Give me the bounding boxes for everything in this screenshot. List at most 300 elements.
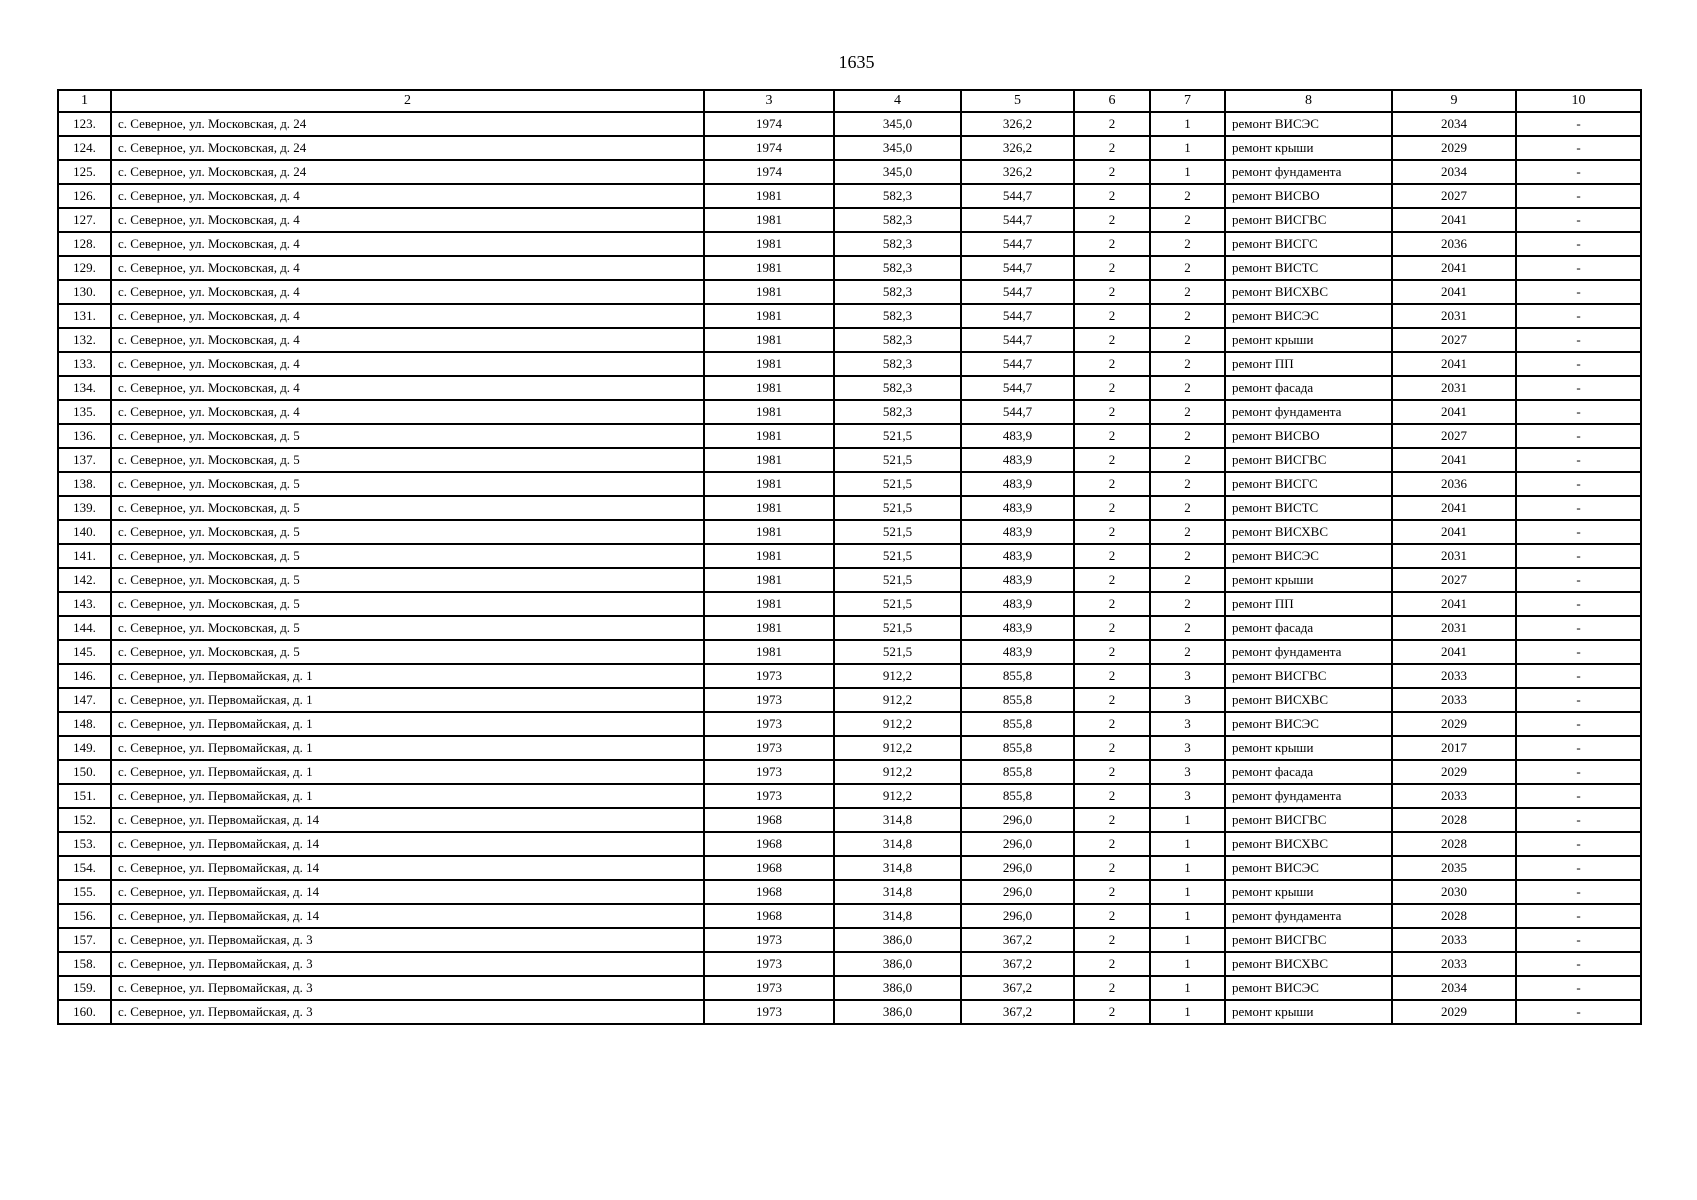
cell-address: с. Северное, ул. Московская, д. 4 (111, 400, 704, 424)
cell-year-built: 1981 (704, 592, 834, 616)
cell-year-built: 1968 (704, 880, 834, 904)
cell-note: - (1516, 928, 1641, 952)
cell-address: с. Северное, ул. Первомайская, д. 14 (111, 880, 704, 904)
cell-floors: 2 (1074, 616, 1150, 640)
table-row (58, 232, 1641, 256)
cell-total-area: 314,8 (834, 904, 961, 928)
cell-year-built: 1968 (704, 808, 834, 832)
cell-note: - (1516, 736, 1641, 760)
cell-row-number: 158. (58, 952, 111, 976)
cell-work-type: ремонт крыши (1225, 328, 1392, 352)
cell-entrances: 2 (1150, 256, 1225, 280)
cell-total-area: 912,2 (834, 736, 961, 760)
cell-entrances: 1 (1150, 976, 1225, 1000)
cell-total-area: 521,5 (834, 424, 961, 448)
cell-work-type: ремонт фундамента (1225, 904, 1392, 928)
cell-row-number: 123. (58, 112, 111, 136)
cell-total-area: 345,0 (834, 136, 961, 160)
cell-living-area: 855,8 (961, 760, 1074, 784)
cell-total-area: 386,0 (834, 952, 961, 976)
cell-address: с. Северное, ул. Первомайская, д. 1 (111, 760, 704, 784)
cell-year-built: 1981 (704, 544, 834, 568)
cell-total-area: 314,8 (834, 808, 961, 832)
cell-floors: 2 (1074, 472, 1150, 496)
cell-planned-year: 2041 (1392, 208, 1516, 232)
cell-planned-year: 2034 (1392, 160, 1516, 184)
cell-address: с. Северное, ул. Первомайская, д. 3 (111, 952, 704, 976)
cell-work-type: ремонт ВИСГВС (1225, 808, 1392, 832)
cell-floors: 2 (1074, 208, 1150, 232)
cell-entrances: 1 (1150, 880, 1225, 904)
column-header: 6 (1074, 90, 1150, 112)
cell-work-type: ремонт фундамента (1225, 160, 1392, 184)
cell-total-area: 521,5 (834, 616, 961, 640)
cell-address: с. Северное, ул. Московская, д. 4 (111, 304, 704, 328)
cell-entrances: 1 (1150, 928, 1225, 952)
cell-total-area: 345,0 (834, 160, 961, 184)
cell-entrances: 2 (1150, 208, 1225, 232)
cell-planned-year: 2030 (1392, 880, 1516, 904)
cell-living-area: 326,2 (961, 112, 1074, 136)
cell-address: с. Северное, ул. Московская, д. 4 (111, 280, 704, 304)
cell-note: - (1516, 544, 1641, 568)
cell-row-number: 129. (58, 256, 111, 280)
cell-planned-year: 2031 (1392, 304, 1516, 328)
cell-year-built: 1981 (704, 568, 834, 592)
cell-living-area: 296,0 (961, 832, 1074, 856)
cell-total-area: 314,8 (834, 856, 961, 880)
cell-planned-year: 2041 (1392, 256, 1516, 280)
column-header: 1 (58, 90, 111, 112)
cell-entrances: 2 (1150, 352, 1225, 376)
cell-row-number: 127. (58, 208, 111, 232)
cell-address: с. Северное, ул. Первомайская, д. 1 (111, 664, 704, 688)
cell-address: с. Северное, ул. Московская, д. 5 (111, 616, 704, 640)
cell-row-number: 147. (58, 688, 111, 712)
cell-living-area: 483,9 (961, 592, 1074, 616)
cell-total-area: 521,5 (834, 520, 961, 544)
cell-floors: 2 (1074, 520, 1150, 544)
table-row (58, 880, 1641, 904)
table-row (58, 856, 1641, 880)
cell-total-area: 582,3 (834, 280, 961, 304)
table-row (58, 784, 1641, 808)
table-row (58, 928, 1641, 952)
cell-floors: 2 (1074, 544, 1150, 568)
cell-note: - (1516, 880, 1641, 904)
cell-year-built: 1981 (704, 520, 834, 544)
cell-row-number: 142. (58, 568, 111, 592)
cell-address: с. Северное, ул. Первомайская, д. 14 (111, 856, 704, 880)
cell-floors: 2 (1074, 448, 1150, 472)
cell-row-number: 138. (58, 472, 111, 496)
table-row (58, 304, 1641, 328)
cell-row-number: 125. (58, 160, 111, 184)
cell-total-area: 521,5 (834, 568, 961, 592)
cell-floors: 2 (1074, 952, 1150, 976)
cell-work-type: ремонт ВИСЭС (1225, 544, 1392, 568)
table-row (58, 496, 1641, 520)
cell-address: с. Северное, ул. Московская, д. 4 (111, 232, 704, 256)
cell-note: - (1516, 520, 1641, 544)
cell-note: - (1516, 784, 1641, 808)
cell-entrances: 2 (1150, 424, 1225, 448)
cell-row-number: 154. (58, 856, 111, 880)
cell-planned-year: 2035 (1392, 856, 1516, 880)
cell-total-area: 386,0 (834, 976, 961, 1000)
cell-address: с. Северное, ул. Первомайская, д. 14 (111, 808, 704, 832)
cell-note: - (1516, 352, 1641, 376)
cell-row-number: 132. (58, 328, 111, 352)
cell-living-area: 544,7 (961, 232, 1074, 256)
cell-year-built: 1981 (704, 424, 834, 448)
cell-year-built: 1981 (704, 376, 834, 400)
cell-note: - (1516, 256, 1641, 280)
cell-entrances: 1 (1150, 856, 1225, 880)
cell-work-type: ремонт ВИСХВС (1225, 520, 1392, 544)
cell-work-type: ремонт фасада (1225, 376, 1392, 400)
cell-floors: 2 (1074, 304, 1150, 328)
cell-row-number: 131. (58, 304, 111, 328)
cell-living-area: 855,8 (961, 688, 1074, 712)
cell-entrances: 2 (1150, 496, 1225, 520)
cell-floors: 2 (1074, 496, 1150, 520)
cell-address: с. Северное, ул. Московская, д. 5 (111, 472, 704, 496)
table-row (58, 184, 1641, 208)
cell-planned-year: 2036 (1392, 232, 1516, 256)
cell-planned-year: 2033 (1392, 952, 1516, 976)
cell-note: - (1516, 592, 1641, 616)
cell-note: - (1516, 1000, 1641, 1024)
cell-planned-year: 2027 (1392, 424, 1516, 448)
cell-total-area: 521,5 (834, 640, 961, 664)
table-row (58, 448, 1641, 472)
cell-year-built: 1981 (704, 184, 834, 208)
cell-note: - (1516, 472, 1641, 496)
cell-floors: 2 (1074, 256, 1150, 280)
cell-living-area: 483,9 (961, 568, 1074, 592)
cell-year-built: 1974 (704, 112, 834, 136)
cell-note: - (1516, 832, 1641, 856)
cell-work-type: ремонт фасада (1225, 760, 1392, 784)
cell-work-type: ремонт ВИСЭС (1225, 856, 1392, 880)
cell-total-area: 521,5 (834, 448, 961, 472)
cell-work-type: ремонт ВИСХВС (1225, 952, 1392, 976)
cell-work-type: ремонт ВИСЭС (1225, 712, 1392, 736)
cell-floors: 2 (1074, 904, 1150, 928)
cell-floors: 2 (1074, 160, 1150, 184)
cell-floors: 2 (1074, 136, 1150, 160)
cell-planned-year: 2027 (1392, 184, 1516, 208)
cell-address: с. Северное, ул. Первомайская, д. 1 (111, 688, 704, 712)
cell-planned-year: 2041 (1392, 400, 1516, 424)
cell-address: с. Северное, ул. Московская, д. 5 (111, 448, 704, 472)
cell-year-built: 1981 (704, 400, 834, 424)
cell-floors: 2 (1074, 832, 1150, 856)
cell-work-type: ремонт ВИСГВС (1225, 448, 1392, 472)
cell-work-type: ремонт ВИСЭС (1225, 304, 1392, 328)
table-row (58, 568, 1641, 592)
cell-floors: 2 (1074, 376, 1150, 400)
cell-work-type: ремонт ВИСГС (1225, 232, 1392, 256)
cell-address: с. Северное, ул. Первомайская, д. 1 (111, 712, 704, 736)
cell-living-area: 483,9 (961, 496, 1074, 520)
cell-entrances: 1 (1150, 808, 1225, 832)
cell-address: с. Северное, ул. Московская, д. 5 (111, 640, 704, 664)
table-row (58, 328, 1641, 352)
cell-row-number: 124. (58, 136, 111, 160)
cell-planned-year: 2029 (1392, 712, 1516, 736)
cell-note: - (1516, 904, 1641, 928)
cell-address: с. Северное, ул. Московская, д. 24 (111, 112, 704, 136)
cell-row-number: 143. (58, 592, 111, 616)
cell-living-area: 544,7 (961, 280, 1074, 304)
cell-work-type: ремонт ВИСТС (1225, 496, 1392, 520)
cell-planned-year: 2041 (1392, 280, 1516, 304)
table-row (58, 592, 1641, 616)
cell-planned-year: 2029 (1392, 136, 1516, 160)
cell-note: - (1516, 664, 1641, 688)
cell-row-number: 137. (58, 448, 111, 472)
cell-work-type: ремонт фундамента (1225, 400, 1392, 424)
cell-address: с. Северное, ул. Первомайская, д. 1 (111, 784, 704, 808)
cell-floors: 2 (1074, 568, 1150, 592)
cell-year-built: 1981 (704, 616, 834, 640)
cell-year-built: 1968 (704, 832, 834, 856)
cell-entrances: 2 (1150, 544, 1225, 568)
cell-work-type: ремонт крыши (1225, 1000, 1392, 1024)
cell-note: - (1516, 688, 1641, 712)
cell-floors: 2 (1074, 424, 1150, 448)
cell-work-type: ремонт крыши (1225, 568, 1392, 592)
cell-work-type: ремонт ВИСВО (1225, 424, 1392, 448)
cell-planned-year: 2028 (1392, 832, 1516, 856)
cell-year-built: 1981 (704, 448, 834, 472)
cell-entrances: 3 (1150, 760, 1225, 784)
cell-floors: 2 (1074, 784, 1150, 808)
cell-entrances: 2 (1150, 232, 1225, 256)
cell-total-area: 582,3 (834, 328, 961, 352)
cell-living-area: 855,8 (961, 784, 1074, 808)
cell-entrances: 3 (1150, 664, 1225, 688)
column-header: 10 (1516, 90, 1641, 112)
cell-note: - (1516, 448, 1641, 472)
cell-address: с. Северное, ул. Первомайская, д. 14 (111, 832, 704, 856)
table-row (58, 280, 1641, 304)
cell-address: с. Северное, ул. Московская, д. 4 (111, 376, 704, 400)
cell-living-area: 544,7 (961, 256, 1074, 280)
cell-floors: 2 (1074, 640, 1150, 664)
cell-row-number: 140. (58, 520, 111, 544)
cell-floors: 2 (1074, 928, 1150, 952)
cell-planned-year: 2028 (1392, 808, 1516, 832)
cell-total-area: 582,3 (834, 304, 961, 328)
table-row (58, 640, 1641, 664)
cell-planned-year: 2029 (1392, 760, 1516, 784)
cell-year-built: 1981 (704, 472, 834, 496)
cell-total-area: 582,3 (834, 400, 961, 424)
cell-work-type: ремонт ВИСГС (1225, 472, 1392, 496)
table-row (58, 400, 1641, 424)
cell-planned-year: 2031 (1392, 376, 1516, 400)
cell-row-number: 160. (58, 1000, 111, 1024)
cell-living-area: 296,0 (961, 880, 1074, 904)
cell-entrances: 1 (1150, 1000, 1225, 1024)
cell-year-built: 1981 (704, 328, 834, 352)
cell-year-built: 1981 (704, 256, 834, 280)
cell-work-type: ремонт крыши (1225, 136, 1392, 160)
cell-planned-year: 2033 (1392, 784, 1516, 808)
cell-total-area: 912,2 (834, 688, 961, 712)
cell-total-area: 582,3 (834, 208, 961, 232)
cell-entrances: 2 (1150, 472, 1225, 496)
cell-note: - (1516, 184, 1641, 208)
cell-living-area: 367,2 (961, 1000, 1074, 1024)
cell-living-area: 544,7 (961, 328, 1074, 352)
cell-row-number: 149. (58, 736, 111, 760)
cell-total-area: 582,3 (834, 376, 961, 400)
cell-total-area: 912,2 (834, 784, 961, 808)
cell-planned-year: 2036 (1392, 472, 1516, 496)
column-header: 4 (834, 90, 961, 112)
cell-planned-year: 2041 (1392, 520, 1516, 544)
cell-year-built: 1968 (704, 856, 834, 880)
cell-living-area: 367,2 (961, 952, 1074, 976)
cell-total-area: 521,5 (834, 472, 961, 496)
cell-work-type: ремонт ВИСТС (1225, 256, 1392, 280)
page-number: 1635 (838, 52, 875, 72)
cell-total-area: 314,8 (834, 880, 961, 904)
cell-note: - (1516, 376, 1641, 400)
cell-address: с. Северное, ул. Московская, д. 4 (111, 352, 704, 376)
cell-address: с. Северное, ул. Московская, д. 5 (111, 424, 704, 448)
cell-year-built: 1973 (704, 712, 834, 736)
cell-entrances: 2 (1150, 640, 1225, 664)
cell-year-built: 1973 (704, 952, 834, 976)
cell-note: - (1516, 424, 1641, 448)
cell-floors: 2 (1074, 664, 1150, 688)
cell-row-number: 130. (58, 280, 111, 304)
cell-work-type: ремонт ВИСХВС (1225, 280, 1392, 304)
cell-living-area: 483,9 (961, 472, 1074, 496)
cell-floors: 2 (1074, 760, 1150, 784)
cell-note: - (1516, 112, 1641, 136)
cell-entrances: 2 (1150, 616, 1225, 640)
cell-planned-year: 2033 (1392, 664, 1516, 688)
cell-floors: 2 (1074, 856, 1150, 880)
cell-year-built: 1973 (704, 928, 834, 952)
table-row (58, 904, 1641, 928)
cell-year-built: 1981 (704, 352, 834, 376)
table-row (58, 520, 1641, 544)
cell-work-type: ремонт ВИСЭС (1225, 112, 1392, 136)
cell-note: - (1516, 856, 1641, 880)
cell-note: - (1516, 400, 1641, 424)
cell-planned-year: 2041 (1392, 352, 1516, 376)
table-row (58, 688, 1641, 712)
cell-address: с. Северное, ул. Московская, д. 24 (111, 160, 704, 184)
table-header-row (58, 90, 1641, 112)
cell-entrances: 1 (1150, 160, 1225, 184)
cell-living-area: 326,2 (961, 160, 1074, 184)
cell-address: с. Северное, ул. Первомайская, д. 3 (111, 976, 704, 1000)
cell-entrances: 2 (1150, 520, 1225, 544)
column-header: 3 (704, 90, 834, 112)
cell-address: с. Северное, ул. Московская, д. 5 (111, 544, 704, 568)
cell-living-area: 296,0 (961, 904, 1074, 928)
cell-planned-year: 2034 (1392, 112, 1516, 136)
cell-year-built: 1973 (704, 784, 834, 808)
cell-work-type: ремонт ВИСЭС (1225, 976, 1392, 1000)
column-header: 2 (111, 90, 704, 112)
cell-year-built: 1981 (704, 496, 834, 520)
cell-planned-year: 2041 (1392, 640, 1516, 664)
cell-living-area: 483,9 (961, 640, 1074, 664)
cell-row-number: 128. (58, 232, 111, 256)
cell-living-area: 483,9 (961, 448, 1074, 472)
cell-year-built: 1981 (704, 208, 834, 232)
cell-address: с. Северное, ул. Первомайская, д. 14 (111, 904, 704, 928)
cell-row-number: 156. (58, 904, 111, 928)
table-row (58, 112, 1641, 136)
cell-work-type: ремонт крыши (1225, 880, 1392, 904)
cell-entrances: 1 (1150, 112, 1225, 136)
cell-row-number: 133. (58, 352, 111, 376)
cell-floors: 2 (1074, 808, 1150, 832)
cell-floors: 2 (1074, 592, 1150, 616)
table-row (58, 208, 1641, 232)
cell-year-built: 1981 (704, 304, 834, 328)
cell-address: с. Северное, ул. Московская, д. 4 (111, 256, 704, 280)
cell-year-built: 1968 (704, 904, 834, 928)
cell-entrances: 2 (1150, 592, 1225, 616)
cell-total-area: 582,3 (834, 352, 961, 376)
cell-work-type: ремонт ВИСХВС (1225, 688, 1392, 712)
cell-work-type: ремонт ПП (1225, 592, 1392, 616)
cell-row-number: 153. (58, 832, 111, 856)
cell-entrances: 1 (1150, 952, 1225, 976)
cell-work-type: ремонт ВИСХВС (1225, 832, 1392, 856)
cell-address: с. Северное, ул. Первомайская, д. 3 (111, 928, 704, 952)
cell-entrances: 3 (1150, 712, 1225, 736)
cell-row-number: 126. (58, 184, 111, 208)
cell-row-number: 141. (58, 544, 111, 568)
table-row (58, 760, 1641, 784)
cell-address: с. Северное, ул. Московская, д. 24 (111, 136, 704, 160)
cell-address: с. Северное, ул. Московская, д. 5 (111, 520, 704, 544)
cell-living-area: 296,0 (961, 808, 1074, 832)
cell-year-built: 1973 (704, 1000, 834, 1024)
cell-floors: 2 (1074, 280, 1150, 304)
cell-work-type: ремонт ПП (1225, 352, 1392, 376)
table-row (58, 256, 1641, 280)
cell-living-area: 544,7 (961, 376, 1074, 400)
cell-work-type: ремонт фасада (1225, 616, 1392, 640)
cell-year-built: 1973 (704, 976, 834, 1000)
cell-work-type: ремонт ВИСГВС (1225, 928, 1392, 952)
cell-note: - (1516, 808, 1641, 832)
cell-work-type: ремонт крыши (1225, 736, 1392, 760)
column-header: 5 (961, 90, 1074, 112)
cell-planned-year: 2034 (1392, 976, 1516, 1000)
cell-floors: 2 (1074, 712, 1150, 736)
cell-living-area: 855,8 (961, 712, 1074, 736)
cell-row-number: 146. (58, 664, 111, 688)
cell-living-area: 544,7 (961, 304, 1074, 328)
register-table (57, 89, 1642, 1025)
cell-floors: 2 (1074, 184, 1150, 208)
cell-work-type: ремонт фундамента (1225, 640, 1392, 664)
